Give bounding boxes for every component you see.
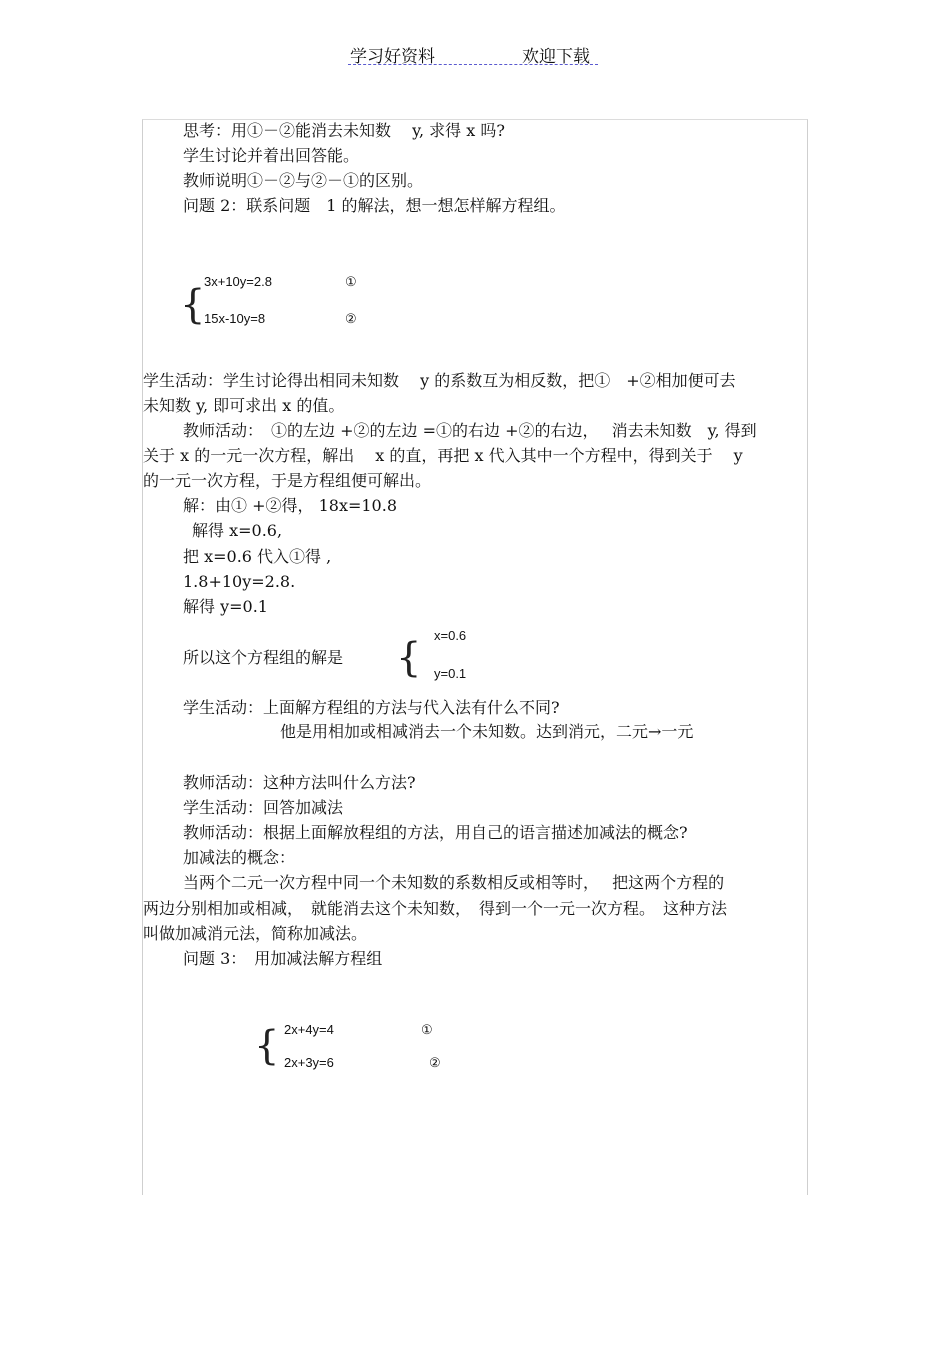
text-line: 当两个二元一次方程中同一个未知数的系数相反或相等时， 把这两个方程的	[183, 873, 725, 892]
text-line: 所以这个方程组的解是	[183, 648, 344, 667]
text-line: 教师活动：这种方法叫什么方法?	[183, 773, 416, 792]
header-right-text: 欢迎下载	[522, 47, 590, 67]
page-header	[348, 42, 598, 65]
text-line: 学生活动：学生讨论得出相同未知数 y 的系数互为相反数，把① +②相加便可去	[143, 371, 736, 390]
text-line: 问题 2：联系问题 1 的解法，想一想怎样解方程组。	[183, 196, 566, 215]
equation-marker: ②	[429, 1055, 441, 1070]
text-line: 思考：用①－②能消去未知数 y, 求得 x 吗?	[183, 121, 505, 140]
equation-2: 15x-10y=8	[204, 311, 266, 326]
left-brace-icon: {	[396, 635, 422, 681]
text-line: 学生讨论并着出回答能。	[183, 146, 360, 165]
text-line: 解得 y=0.1	[183, 597, 268, 616]
equation-2: 2x+3y=6	[284, 1055, 334, 1070]
text-line: 把 x=0.6 代入①得 ,	[183, 547, 332, 566]
equation-marker: ①	[421, 1022, 433, 1037]
text-line: 解：由① +②得， 18x=10.8	[183, 496, 397, 515]
text-line: 教师说明①－②与②－①的区别。	[183, 171, 424, 190]
text-line: 两边分别相加或相减， 就能消去这个未知数， 得到一个一元一次方程。 这种方法	[143, 899, 728, 918]
text-line: 教师活动： ①的左边 +②的左边 =①的右边 +②的右边， 消去未知数 y, 得到	[183, 421, 757, 440]
text-line: 叫做加减消元法，简称加减法。	[143, 924, 368, 943]
text-line: 的一元一次方程，于是方程组便可解出。	[143, 471, 432, 490]
equation-1: 2x+4y=4	[284, 1022, 334, 1037]
left-brace-icon: {	[254, 1023, 280, 1069]
text-line: 教师活动：根据上面解放程组的方法，用自己的语言描述加减法的概念?	[183, 823, 688, 842]
solution-x: x=0.6	[434, 628, 467, 643]
text-line: 加减法的概念：	[183, 848, 296, 867]
equation-marker: ②	[345, 311, 357, 326]
text-line: 学生活动：上面解方程组的方法与代入法有什么不同?	[183, 698, 560, 717]
text-line: 学生活动：回答加减法	[183, 798, 344, 817]
text-line: 1.8+10y=2.8.	[183, 572, 296, 591]
equation-marker: ①	[345, 274, 357, 289]
text-line: 他是用相加或相减消去一个未知数。达到消元，二元→一元	[280, 722, 694, 741]
text-line: 解得 x=0.6,	[192, 521, 283, 540]
text-line: 问题 3： 用加减法解方程组	[183, 949, 383, 968]
text-line: 关于 x 的一元一次方程，解出 x 的直，再把 x 代入其中一个方程中，得到关于 y	[143, 446, 743, 465]
left-brace-icon: {	[180, 282, 206, 328]
solution-y: y=0.1	[434, 666, 467, 681]
equation-1: 3x+10y=2.8	[204, 274, 272, 289]
header-left-text: 学习好资料	[350, 47, 435, 67]
text-line: 未知数 y, 即可求出 x 的值。	[143, 396, 345, 415]
